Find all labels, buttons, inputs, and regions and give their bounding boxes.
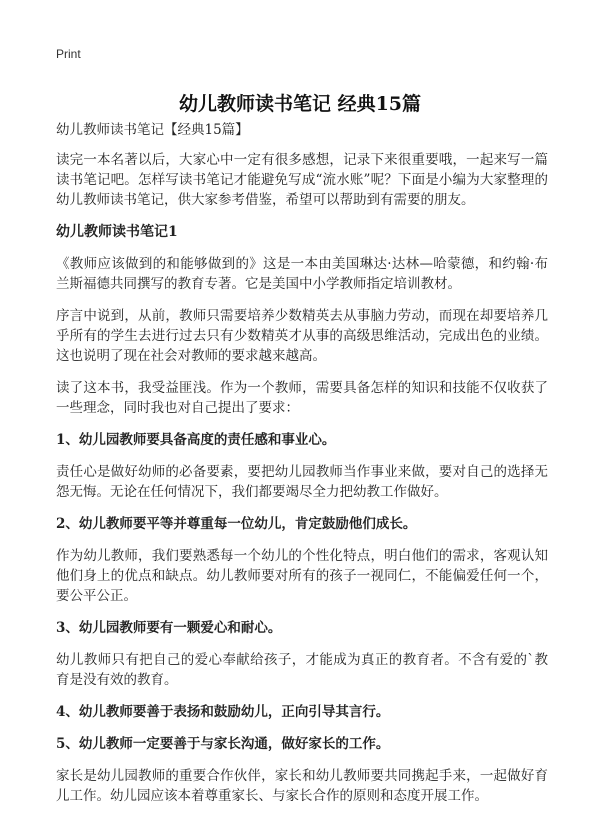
article-body [56, 120, 548, 818]
point-heading-4: 4、幼儿教师要善于表扬和鼓励幼儿，正向引导其言行。 [56, 704, 390, 720]
page-title: 幼儿教师读书笔记 经典15篇 [178, 92, 422, 115]
section-heading: 幼儿教师读书笔记1 [56, 224, 178, 240]
point-text-5: 家长是幼儿园教师的重要合作伙伴，家长和幼儿教师要共同携起手来，一起做好育儿工作。幼儿园应该本着尊重家长、与家长合作的原则和态度开展工作。 [56, 768, 548, 804]
point-heading-3: 3、幼儿园教师要有一颗爱心和耐心。 [56, 620, 282, 636]
print-link[interactable]: Print [56, 47, 81, 61]
paragraph: 读了这本书，我受益匪浅。作为一个教师，需要具备怎样的知识和技能不仅收获了一些理念，同时我也对自己提出了要求： [56, 380, 548, 416]
point-text-3: 幼儿教师只有把自己的爱心奉献给孩子，才能成为真正的教育者。不含有爱的`教育是没有效的教育。 [56, 652, 548, 688]
paragraph: 《教师应该做到的和能够做到的》这是一本由美国琳达·达林—哈蒙德，和约翰·布兰斯福德共同撰写的教育专著。它是美国中小学教师指定培训教材。 [56, 256, 548, 292]
article-subtitle: 幼儿教师读书笔记【经典15篇】 [56, 122, 249, 138]
point-heading-1: 1、幼儿园教师要具备高度的责任感和事业心。 [56, 432, 336, 448]
intro-paragraph: 读完一本名著以后，大家心中一定有很多感想，记录下来很重要哦，一起来写一篇读书笔记吧。怎样写读书笔记才能避免写成“流水账”呢？下面是小编为大家整理的幼儿教师读书笔记，供大家参考借鉴，希望可以帮助到有需要的朋友。 [56, 152, 548, 208]
point-heading-2: 2、幼儿教师要平等并尊重每一位幼儿，肯定鼓励他们成长。 [56, 516, 417, 532]
point-text-2: 作为幼儿教师，我们要熟悉每一个幼儿的个性化特点，明白他们的需求，客观认知他们身上的优点和缺点。幼儿教师要对所有的孩子一视同仁，不能偏爱任何一个，要公平公正。 [56, 548, 548, 604]
point-text-1: 责任心是做好幼师的必备要素，要把幼儿园教师当作事业来做，要对自己的选择无怨无悔。无论在任何情况下，我们都要竭尽全力把幼教工作做好。 [56, 464, 548, 500]
paragraph: 序言中说到，从前，教师只需要培养少数精英去从事脑力劳动，而现在却要培养几乎所有的学生去进行过去只有少数精英才从事的高级思维活动，完成出色的业绩。这也说明了现在社会对教师的要求越来越高。 [56, 308, 548, 364]
point-heading-5: 5、幼儿教师一定要善于与家长沟通，做好家长的工作。 [56, 736, 390, 752]
